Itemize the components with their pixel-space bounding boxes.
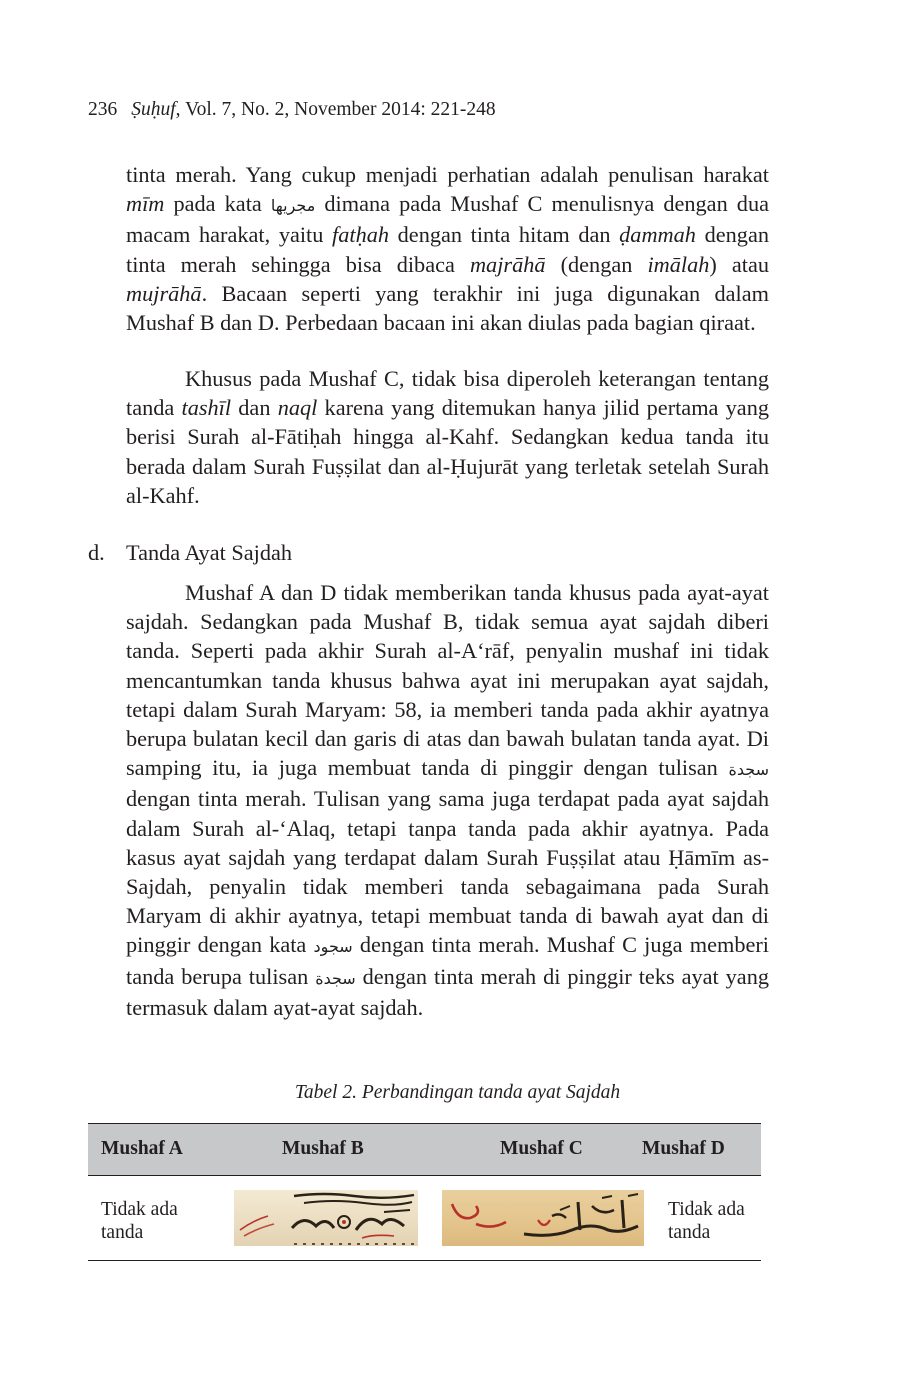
journal-citation: , Vol. 7, No. 2, November 2014: 221-248: [175, 99, 496, 120]
manuscript-b-drawing: [234, 1190, 418, 1246]
arabic-word: سجدة: [315, 968, 356, 988]
paragraph-3: Mushaf A dan D tidak memberikan tanda khusus pada ayat-ayat sajdah. Sedangkan pada Mushaf B, tidak semua ayat sajdah diberi tanda. Seperti pada akhir Surah al-A‘rāf, penyalin mushaf ini tidak mencantumkan tanda khusus bahwa ayat ini merupakan ayat sajdah, tetapi dalam Surah Maryam: 58, ia memberi tanda pada akhir ayatnya berupa bulatan kecil dan garis di atas dan bawah bulatan tanda ayat. Di samping itu, ia juga membuat tanda di pinggir dengan tulisan سجدة dengan tinta merah. Tulisan yang sama juga terdapat pada ayat sajdah dalam Surah al-‘Alaq, tetapi tanpa tanda pada akhir ayatnya. Pada kasus ayat sajdah yang terdapat dalam Surah Fuṣṣilat atau Ḥāmīm as-Sajdah, penyalin tidak memberi tanda sebagaimana pada Surah Maryam di akhir ayatnya, tetapi membuat tanda di bawah ayat dan di pinggir dengan kata سجود dengan tinta merah. Mushaf C juga memberi tanda berupa tulisan سجدة dengan tinta merah di pinggir teks ayat yang termasuk dalam ayat-ayat sajdah.: [126, 580, 770, 1020]
comparison-table: [88, 1123, 761, 1261]
arabic-word: مجريها: [270, 196, 316, 216]
header-mushaf-d: Mushaf D: [642, 1138, 725, 1159]
paragraph-1: tinta merah. Yang cukup menjadi perhatian adalah penulisan harakat mīm pada kata مجريها dimana pada Mushaf C menulisnya dengan dua macam harakat, yaitu fatḥah dengan tinta hitam dan ḍammah dengan tinta merah sehingga bisa dibaca majrāhā (dengan imālah) atau mujrāhā. Bacaan seperti yang terakhir ini juga digunakan dalam Mushaf B dan D. Perbedaan bacaan ini akan diulas pada bagian qiraat.: [126, 162, 770, 336]
manuscript-image-mushaf-b: [234, 1190, 418, 1246]
table-header-row: [88, 1123, 761, 1176]
cell-mushaf-d: Tidak ada tanda: [668, 1199, 745, 1243]
manuscript-c-drawing: [442, 1190, 644, 1246]
table-row: [88, 1176, 761, 1261]
arabic-word: سجدة: [728, 760, 769, 780]
table-caption: Tabel 2. Perbandingan tanda ayat Sajdah: [294, 1082, 621, 1103]
manuscript-image-mushaf-c: [442, 1190, 644, 1246]
arabic-word: سجود: [313, 937, 353, 957]
section-title: Tanda Ayat Sajdah: [126, 540, 293, 565]
header-mushaf-b: Mushaf B: [282, 1138, 364, 1159]
journal-name: Ṣuḥuf: [131, 99, 176, 120]
page-number: 236: [88, 99, 118, 120]
section-number: d.: [88, 540, 105, 565]
paragraph-2: Khusus pada Mushaf C, tidak bisa diperoleh keterangan tentang tanda tashīl dan naql karena yang ditemukan hanya jilid pertama yang berisi Surah al-Fātiḥah hingga al-Kahf. Sedangkan kedua tanda itu berada dalam Surah Fuṣṣilat dan al-Ḥujurāt yang terletak setelah Surah al-Kahf.: [126, 366, 770, 508]
cell-mushaf-a: Tidak ada tanda: [101, 1199, 178, 1243]
header-mushaf-c: Mushaf C: [500, 1138, 583, 1159]
running-head: [88, 98, 496, 122]
section-heading: [88, 538, 292, 567]
header-mushaf-a: Mushaf A: [101, 1138, 183, 1159]
